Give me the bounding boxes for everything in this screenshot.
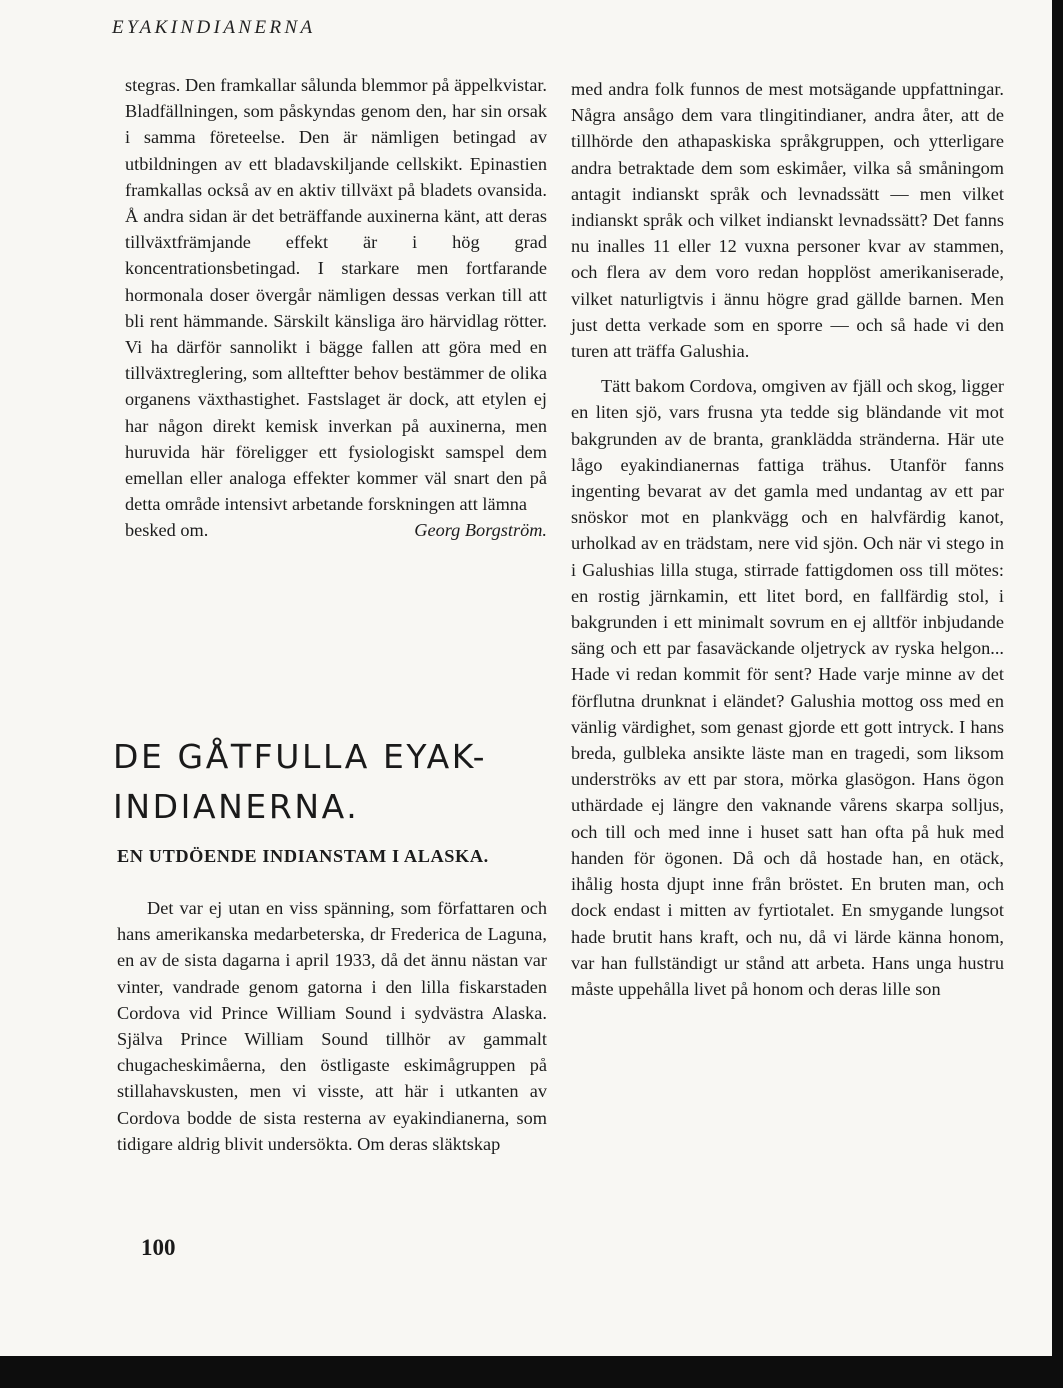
article-right-column [571,76,1004,1002]
scan-edge-right [1052,0,1063,1388]
closing-words: besked om. [125,520,209,541]
article-subtitle: EN UTDÖENDE INDIANSTAM I ALASKA. [117,846,489,866]
author-signature: Georg Borgström. [414,520,547,541]
scan-edge-bottom [0,1356,1063,1388]
article-title-line-2: INDIANERNA. [113,787,360,826]
previous-article-column [125,72,547,544]
signature-line [125,517,547,543]
article-title-line-1: DE GÅTFULLA EYAK- [113,737,488,776]
article-paragraph-2: Tätt bakom Cordova, omgiven av fjäll och skog, ligger en liten sjö, vars frusna yta tedde sig bländande vit mot bakgrunden av de branta, granklädda stränderna. Här ute lågo eyakindianernas fattiga trähus. Utanför fanns ingenting bevarat av det gamla med undantag av ett par snöskor mot en plankvägg och en halvfärdig kanot, urholkad av en trädstam, nere vid sjön. Och när vi stego in i Galushias lilla stuga, stirrade fattigdomen oss till mötes: en rostig järnkamin, ett litet bord, en fallfärdig stol, i bakgrunden i ett minimalt sovrum en ej alltför inbjudande säng och ett par fasaväckande oljetryck av ryska helgon... Hade vi redan kommit för sent? Hade varje minne av det förflutna drunknat i eländet? Galushia mottog oss med en vänlig värdighet, som genast gjorde ett gott intryck. I hans breda, gulbleka ansikte läste man en tragedi, som liksom underströks av ett par stora, mörka glasögon. Hans ögon uthärdade ej längre den vaknande vårens skarpa solljus, och till och med inne i huset satt han ofta på huk med handen för ögonen. Då och då hostade han, en otäck, ihålig hosta djupt inne från bröstet. En bruten man, och dock endast i mitten av fyrtiotalet. En smygande lungsot hade brutit hans kraft, och nu, då vi lärde känna honom, var han fullständigt ur stånd att arbeta. Hans unga hustru måste uppehålla livet på honom och deras lille son [571,376,1004,999]
article-paragraph-1-continued: med andra folk funnos de mest motsägande uppfattningar. Några ansågo dem vara tlingitindianer, andra åter, att de tillhörde den athapaskiska språkgruppen, och ytterligare andra betraktade dem som eskimåer, vilka så småningom antagit indianskt språk och levnadssätt — men vilket indianskt språk och vilket indianskt levnadssätt? Det fanns nu inalles 11 eller 12 vuxna personer kvar av stammen, och flera av dem voro redan hopplöst amerikaniserade, vilket naturligtvis i ännu högre grad gällde barnen. Men just detta verkade som en sporre — och så hade vi den turen att träffa Galushia. [571,79,1004,362]
article-title [113,732,553,832]
previous-article-text: stegras. Den framkallar sålunda blemmor på äppelkvistar. Bladfällningen, som påskyndas genom den, har sin orsak i samma företeelse. Den är nämligen betingad av utbildningen av ett bladavskiljande cellskikt. Epinastien framkallas också av en aktiv tillväxt på bladets ovansida. Å andra sidan är det beträffande auxinerna känt, att deras tillväxtfrämjande effekt är i hög grad koncentrationsbetingad. I starkare men fortfarande hormonala doser övergår nämligen dessas verkan till att bli rent hämmande. Särskilt känsliga äro härvidlag rötter. Vi ha därför sannolikt i bägge fallen att göra med en tillväxtreglering, som allteftter behov bestämmer de olika organens växthastighet. Fastslaget är dock, att etylen ej har någon direkt kemisk inverkan på auxinerna, men huruvida här föreligger ett fysiologiskt samspel dem emellan eller analoga effekter kommer väl snart den på detta område intensivt arbetande forskningen att lämna [125,75,547,515]
article-left-column [117,895,547,1157]
article-paragraph-1: Det var ej utan en viss spänning, som författaren och hans amerikanska medarbeterska, dr Frederica de Laguna, en av de sista dagarna i april 1933, då det ännu nästan var vinter, vandrade genom gatorna i den lilla fiskarstaden Cordova vid Prince William Sound i sydvästra Alaska. Själva Prince William Sound tillhör av gammalt chugacheskimåerna, den östligaste eskimågruppen på stillahavskusten, men vi visste, att här i utkanten av Cordova bodde de sista resterna av eyakindianerna, som tidigare aldrig blivit undersökta. Om deras släktskap [117,898,547,1154]
running-header: EYAKINDIANERNA [112,17,316,38]
page-number: 100 [141,1235,176,1260]
